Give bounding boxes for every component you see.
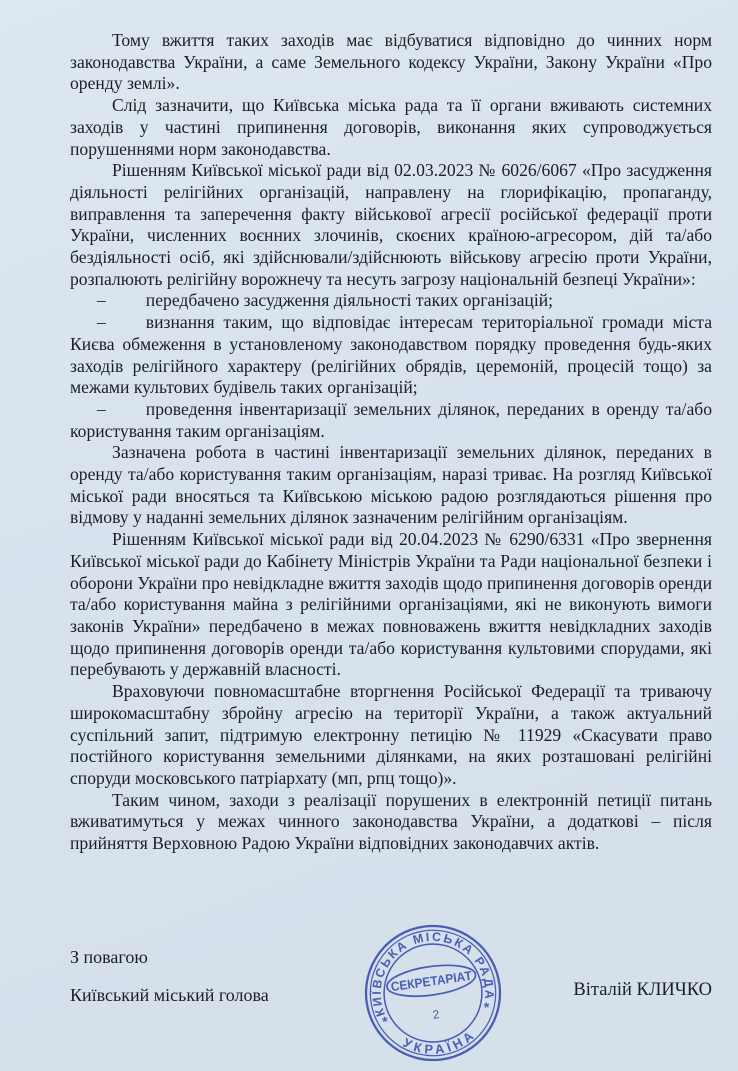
stamp-star-right: * xyxy=(483,999,491,1017)
paragraph: Зазначена робота в частині інвентаризації земельних ділянок, переданих в оренду та/або користування таким організаціям, наразі триває. На розгляд Київської міської ради вносяться та Київською міською радою розглядаються рішення про відмову у наданні земельних ділянок зазначеним релігійним організаціям. xyxy=(70,442,712,528)
stamp-star-left: * xyxy=(381,1014,390,1031)
stamp-center-label: СЕКРЕТАРІАТ xyxy=(389,967,479,995)
paragraph: Тому вжиття таких заходів має відбуватися відповідно до чинних норм законодавства України, а саме Земельного кодексу України, Закону України «Про оренду землі». xyxy=(70,30,712,94)
stamp-number: 2 xyxy=(431,1007,441,1022)
secretariat-round-stamp xyxy=(357,917,509,1069)
stamp-arc-bottom-text: УКРАЇНА xyxy=(400,1026,480,1058)
letter-body xyxy=(70,30,712,855)
closing-salutation: З повагою xyxy=(70,947,148,967)
signer-title: Київський міський голова xyxy=(70,985,269,1005)
paragraph: Враховуючи повномасштабне вторгнення Російської Федерації та триваючу широкомасштабну збройну агресію на території України, а також актуальний суспільний запит, підтримую електронну петицію № 11929 «Скасувати право постійного користування земельними ділянками, на яких розташовані релігійні споруди московського патріархату (мп, рпц тощо)». xyxy=(70,681,712,788)
list-item-text: проведення інвентаризації земельних ділянок, переданих в оренду та/або користування таким організаціям. xyxy=(70,398,712,441)
list-item-text: визнання таким, що відповідає інтересам територіальної громади міста Києва обмеження в установленому законодавством порядку проведення будь-яких заходів релігійного характеру (релігійних обрядів, церемоній, процесій тощо) за межами культових будівель таких організацій; xyxy=(70,312,712,398)
paragraph: Рішенням Київської міської ради від 20.04.2023 № 6290/6331 «Про звернення Київської міської ради до Кабінету Міністрів України та Ради національної безпеки і оборони України про невідкладне вжиття заходів щодо припинення договорів оренди та/або користування майна з релігійними організаціями, які не виконують вимоги законів України» передбачено в межах повноважень вжиття невідкладних заходів щодо припинення договорів оренди та/або користування культовими спорудами, які перебувають у державній власності. xyxy=(70,529,712,680)
dash-marker: – xyxy=(97,398,106,419)
stamp-arc-top-text: КИЇВСЬКА МІСЬКА РАДА xyxy=(369,929,497,1019)
dash-marker: – xyxy=(97,312,106,333)
paragraph: Рішенням Київської міської ради від 02.03.2023 № 6026/6067 «Про засудження діяльності релігійних організацій, направлену на глорифікацію, пропаганду, виправлення та заперечення факту військової агресії російської федерації проти України, численних воєнних злочинів, скоєних країною-агресором, дій та/або бездіяльності осіб, які здійснювали/здійснюють військову агресію проти України, розпалюють релігійну ворожнечу та несуть загрозу національній безпеці України»: xyxy=(70,160,712,289)
dash-marker: – xyxy=(97,290,106,311)
list-item xyxy=(70,290,712,312)
signer-name: Віталій КЛИЧКО xyxy=(573,980,712,1000)
list-item xyxy=(70,312,712,399)
list-item xyxy=(70,399,712,442)
paragraph: Таким чином, заходи з реалізації порушених в електронній петиції питань вживатимуться у межах чинного законодавства України, а додаткові – після прийняття Верховною Радою України відповідних законодавчих актів. xyxy=(70,789,712,854)
list-item-text: передбачено засудження діяльності таких організацій; xyxy=(145,290,554,311)
paragraph: Слід зазначити, що Київська міська рада та її органи вживають системних заходів у частині припинення договорів, виконання яких супроводжується порушеннями норм законодавства. xyxy=(70,95,712,159)
